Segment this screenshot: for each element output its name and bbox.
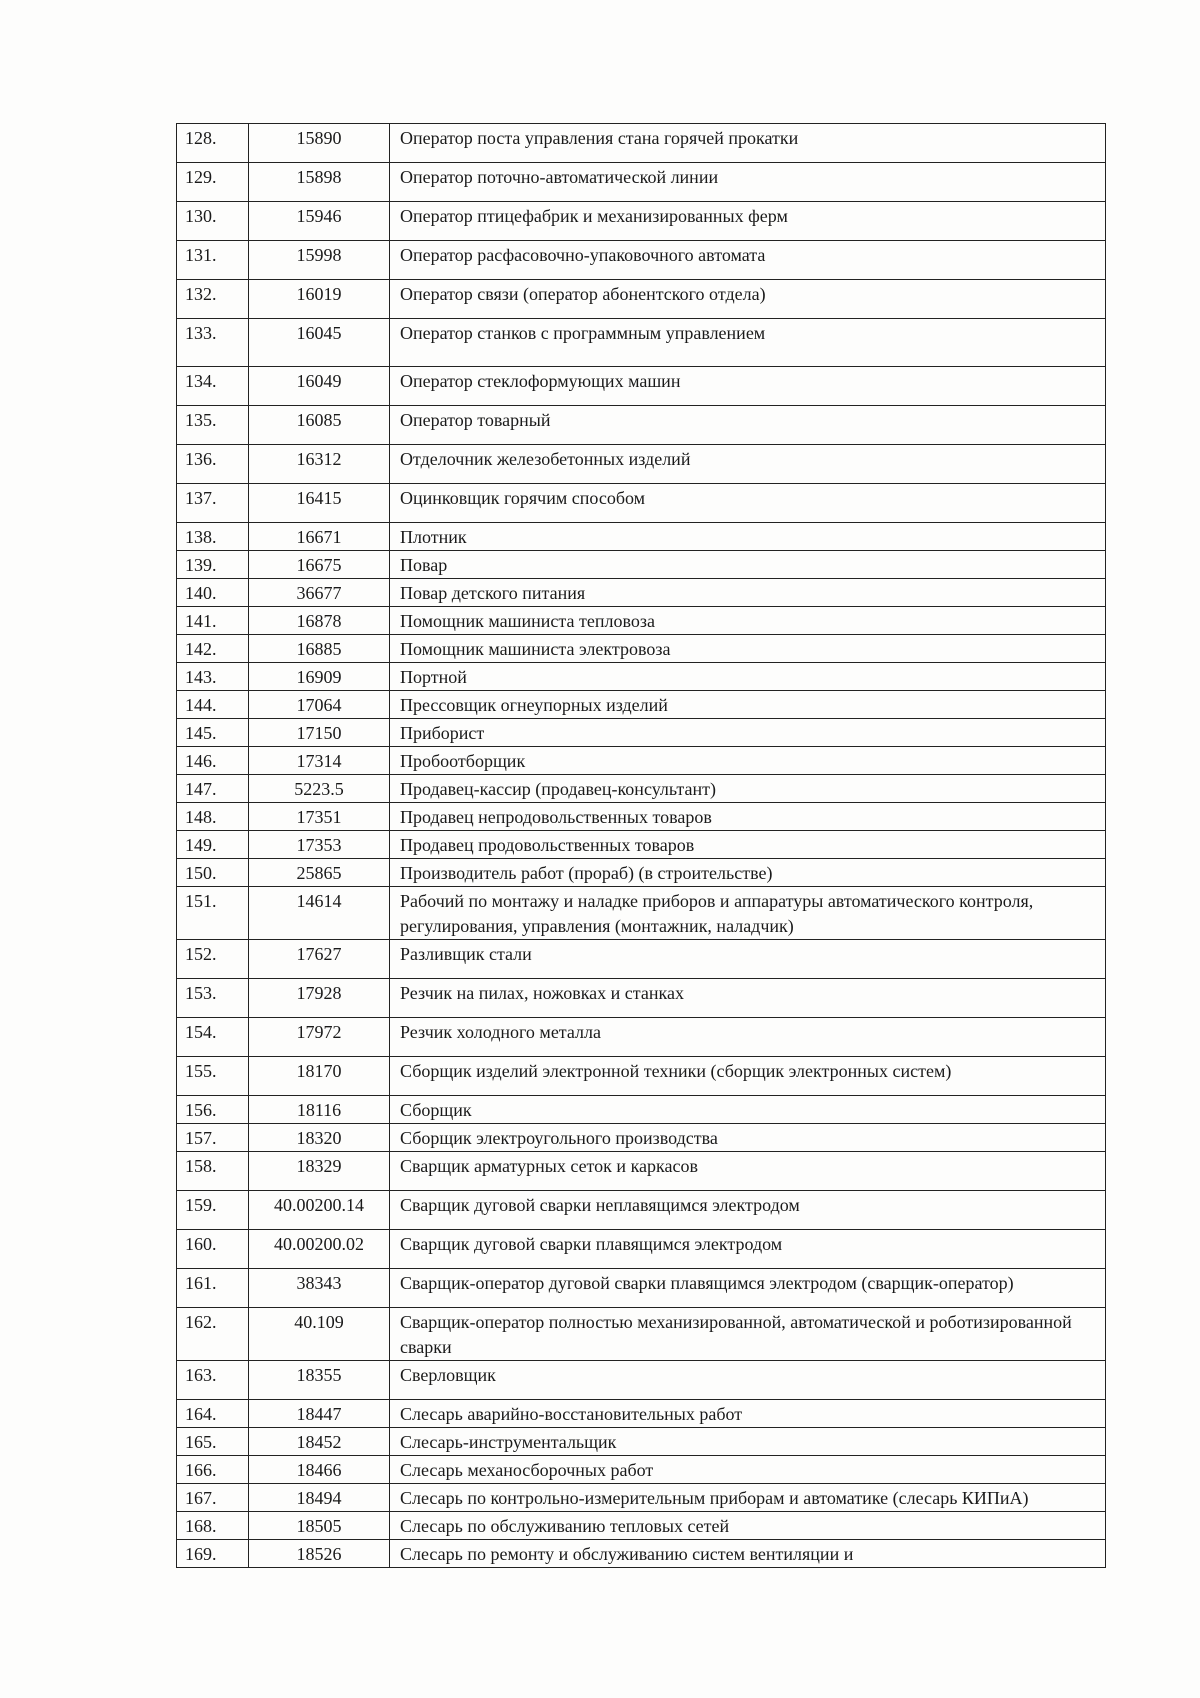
table-row <box>177 831 1106 859</box>
table-row <box>177 1057 1106 1096</box>
row-code: 18494 <box>249 1484 390 1512</box>
row-code: 15898 <box>249 163 390 202</box>
table-row <box>177 579 1106 607</box>
row-number: 143. <box>177 663 249 691</box>
row-code: 17150 <box>249 719 390 747</box>
row-number: 168. <box>177 1512 249 1540</box>
row-number: 139. <box>177 551 249 579</box>
row-profession-name: Оператор связи (оператор абонентского отдела) <box>390 280 1106 319</box>
row-number: 142. <box>177 635 249 663</box>
row-number: 162. <box>177 1308 249 1361</box>
row-code: 40.00200.14 <box>249 1191 390 1230</box>
row-profession-name: Оператор поста управления стана горячей прокатки <box>390 124 1106 163</box>
row-code: 15946 <box>249 202 390 241</box>
row-code: 17353 <box>249 831 390 859</box>
row-profession-name: Пробоотборщик <box>390 747 1106 775</box>
row-profession-name: Продавец продовольственных товаров <box>390 831 1106 859</box>
table-row <box>177 1540 1106 1568</box>
row-number: 166. <box>177 1456 249 1484</box>
row-code: 17972 <box>249 1018 390 1057</box>
row-number: 136. <box>177 445 249 484</box>
table-row <box>177 775 1106 803</box>
row-number: 137. <box>177 484 249 523</box>
table-row <box>177 1269 1106 1308</box>
row-profession-name: Слесарь механосборочных работ <box>390 1456 1106 1484</box>
row-profession-name: Сборщик изделий электронной техники (сборщик электронных систем) <box>390 1057 1106 1096</box>
row-profession-name: Продавец непродовольственных товаров <box>390 803 1106 831</box>
row-code: 16085 <box>249 406 390 445</box>
row-number: 155. <box>177 1057 249 1096</box>
table-row <box>177 1484 1106 1512</box>
row-profession-name: Оператор птицефабрик и механизированных ферм <box>390 202 1106 241</box>
table-row <box>177 1512 1106 1540</box>
table-row <box>177 124 1106 163</box>
table-row <box>177 663 1106 691</box>
row-profession-name: Отделочник железобетонных изделий <box>390 445 1106 484</box>
table-row <box>177 859 1106 887</box>
table-row <box>177 1096 1106 1124</box>
row-profession-name: Резчик холодного металла <box>390 1018 1106 1057</box>
row-number: 169. <box>177 1540 249 1568</box>
row-code: 14614 <box>249 887 390 940</box>
row-profession-name: Сборщик электроугольного производства <box>390 1124 1106 1152</box>
row-code: 18452 <box>249 1428 390 1456</box>
row-number: 165. <box>177 1428 249 1456</box>
row-profession-name: Оператор расфасовочно-упаковочного автомата <box>390 241 1106 280</box>
row-number: 132. <box>177 280 249 319</box>
row-profession-name: Слесарь по ремонту и обслуживанию систем вентиляции и <box>390 1540 1106 1568</box>
row-number: 153. <box>177 979 249 1018</box>
row-code: 18320 <box>249 1124 390 1152</box>
row-profession-name: Производитель работ (прораб) (в строительстве) <box>390 859 1106 887</box>
row-profession-name: Помощник машиниста тепловоза <box>390 607 1106 635</box>
table-row <box>177 1124 1106 1152</box>
row-profession-name: Разливщик стали <box>390 940 1106 979</box>
row-profession-name: Повар детского питания <box>390 579 1106 607</box>
table-row <box>177 1152 1106 1191</box>
row-number: 152. <box>177 940 249 979</box>
row-number: 134. <box>177 367 249 406</box>
row-number: 138. <box>177 523 249 551</box>
row-profession-name: Прессовщик огнеупорных изделий <box>390 691 1106 719</box>
row-code: 17314 <box>249 747 390 775</box>
row-profession-name: Сварщик дуговой сварки плавящимся электродом <box>390 1230 1106 1269</box>
row-code: 18355 <box>249 1361 390 1400</box>
row-profession-name: Оператор товарный <box>390 406 1106 445</box>
row-profession-name: Сверловщик <box>390 1361 1106 1400</box>
table-row <box>177 979 1106 1018</box>
row-number: 160. <box>177 1230 249 1269</box>
row-number: 147. <box>177 775 249 803</box>
row-profession-name: Слесарь по контрольно-измерительным приборам и автоматике (слесарь КИПиА) <box>390 1484 1106 1512</box>
row-number: 128. <box>177 124 249 163</box>
row-code: 16909 <box>249 663 390 691</box>
table-row <box>177 367 1106 406</box>
row-number: 148. <box>177 803 249 831</box>
table-row <box>177 1018 1106 1057</box>
row-number: 158. <box>177 1152 249 1191</box>
row-profession-name: Помощник машиниста электровоза <box>390 635 1106 663</box>
row-number: 161. <box>177 1269 249 1308</box>
row-profession-name: Оператор станков с программным управлением <box>390 319 1106 367</box>
row-code: 16312 <box>249 445 390 484</box>
table-row <box>177 406 1106 445</box>
row-profession-name: Портной <box>390 663 1106 691</box>
row-number: 149. <box>177 831 249 859</box>
row-number: 140. <box>177 579 249 607</box>
row-number: 141. <box>177 607 249 635</box>
row-number: 133. <box>177 319 249 367</box>
row-number: 156. <box>177 1096 249 1124</box>
table-body <box>177 124 1106 1568</box>
row-code: 15890 <box>249 124 390 163</box>
row-code: 16878 <box>249 607 390 635</box>
row-profession-name: Сборщик <box>390 1096 1106 1124</box>
row-profession-name: Оцинковщик горячим способом <box>390 484 1106 523</box>
table-row <box>177 1456 1106 1484</box>
row-code: 40.00200.02 <box>249 1230 390 1269</box>
table-row <box>177 803 1106 831</box>
table-row <box>177 887 1106 940</box>
row-number: 167. <box>177 1484 249 1512</box>
row-code: 18505 <box>249 1512 390 1540</box>
row-code: 16045 <box>249 319 390 367</box>
table-row <box>177 1230 1106 1269</box>
table-row <box>177 551 1106 579</box>
table-row <box>177 607 1106 635</box>
row-number: 159. <box>177 1191 249 1230</box>
row-code: 18116 <box>249 1096 390 1124</box>
table-row <box>177 747 1106 775</box>
row-number: 157. <box>177 1124 249 1152</box>
row-number: 145. <box>177 719 249 747</box>
row-profession-name: Плотник <box>390 523 1106 551</box>
row-number: 163. <box>177 1361 249 1400</box>
row-number: 130. <box>177 202 249 241</box>
table-row <box>177 940 1106 979</box>
table-row <box>177 1361 1106 1400</box>
row-profession-name: Сварщик арматурных сеток и каркасов <box>390 1152 1106 1191</box>
row-code: 16885 <box>249 635 390 663</box>
row-profession-name: Приборист <box>390 719 1106 747</box>
row-code: 18526 <box>249 1540 390 1568</box>
row-profession-name: Оператор стеклоформующих машин <box>390 367 1106 406</box>
row-code: 16049 <box>249 367 390 406</box>
table-row <box>177 1191 1106 1230</box>
table-row <box>177 163 1106 202</box>
row-code: 16675 <box>249 551 390 579</box>
table-row <box>177 691 1106 719</box>
row-code: 18170 <box>249 1057 390 1096</box>
row-profession-name: Оператор поточно-автоматической линии <box>390 163 1106 202</box>
row-code: 17351 <box>249 803 390 831</box>
row-code: 17064 <box>249 691 390 719</box>
row-profession-name: Повар <box>390 551 1106 579</box>
row-code: 18447 <box>249 1400 390 1428</box>
row-number: 129. <box>177 163 249 202</box>
row-profession-name: Продавец-кассир (продавец-консультант) <box>390 775 1106 803</box>
row-code: 18329 <box>249 1152 390 1191</box>
row-number: 146. <box>177 747 249 775</box>
row-code: 5223.5 <box>249 775 390 803</box>
row-code: 25865 <box>249 859 390 887</box>
row-profession-name: Рабочий по монтажу и наладке приборов и аппаратуры автоматического контроля, регулирования, управления (монтажник, наладчик) <box>390 887 1106 940</box>
row-number: 164. <box>177 1400 249 1428</box>
table-row <box>177 280 1106 319</box>
row-code: 38343 <box>249 1269 390 1308</box>
table-row <box>177 445 1106 484</box>
row-number: 150. <box>177 859 249 887</box>
row-number: 131. <box>177 241 249 280</box>
row-number: 135. <box>177 406 249 445</box>
row-number: 144. <box>177 691 249 719</box>
row-code: 18466 <box>249 1456 390 1484</box>
table-row <box>177 523 1106 551</box>
row-code: 15998 <box>249 241 390 280</box>
row-code: 16671 <box>249 523 390 551</box>
table-row <box>177 719 1106 747</box>
row-number: 154. <box>177 1018 249 1057</box>
row-code: 16019 <box>249 280 390 319</box>
table-row <box>177 241 1106 280</box>
table-row <box>177 202 1106 241</box>
table-row <box>177 484 1106 523</box>
table-row <box>177 1428 1106 1456</box>
row-profession-name: Сварщик-оператор дуговой сварки плавящимся электродом (сварщик-оператор) <box>390 1269 1106 1308</box>
table-row <box>177 1308 1106 1361</box>
row-code: 40.109 <box>249 1308 390 1361</box>
table-row <box>177 635 1106 663</box>
row-code: 17627 <box>249 940 390 979</box>
row-number: 151. <box>177 887 249 940</box>
row-code: 17928 <box>249 979 390 1018</box>
row-profession-name: Резчик на пилах, ножовках и станках <box>390 979 1106 1018</box>
table-row <box>177 319 1106 367</box>
row-profession-name: Сварщик дуговой сварки неплавящимся электродом <box>390 1191 1106 1230</box>
row-profession-name: Слесарь аварийно-восстановительных работ <box>390 1400 1106 1428</box>
table-row <box>177 1400 1106 1428</box>
row-code: 36677 <box>249 579 390 607</box>
row-profession-name: Сварщик-оператор полностью механизированной, автоматической и роботизированной сварки <box>390 1308 1106 1361</box>
row-code: 16415 <box>249 484 390 523</box>
row-profession-name: Слесарь по обслуживанию тепловых сетей <box>390 1512 1106 1540</box>
row-profession-name: Слесарь-инструментальщик <box>390 1428 1106 1456</box>
professions-table <box>176 123 1106 1568</box>
